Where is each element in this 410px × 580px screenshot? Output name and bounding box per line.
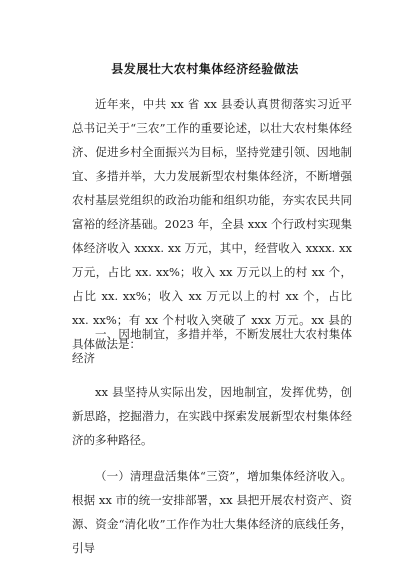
- section-heading: 一、因地制宜，多措并举，不断发展壮大农村集体经济: [72, 327, 352, 365]
- document-title: 县发展壮大农村集体经济经验做法: [111, 62, 299, 76]
- subsection-paragraph: （一）清理盘活集体“三资”，增加集体经济收入。根据 xx 市的统一安排部署，xx 县把开展农村资产、资源、资金“清化收”工作作为壮大集体经济的底线任务，引导: [72, 469, 352, 555]
- intro-paragraph: 近年来，中共 xx 省 xx 县委认真贯彻落实习近平总书记关于“三农”工作的重要论述，以壮大农村集体经济、促进乡村全面振兴为目标，坚持党建引领、因地制宜、多措并举，大力发展新型农村集体经济，不断增强农村基层党组织的政治功能和组织功能，夯实农民共同富裕的经济基础。2023 年，全县 xxx 个行政村实现集体经济收入 xxxx. xx 万元，其中，经营收入 xxxx. xx 万元，占比 xx. xx%；收入 xx 万元以上的村 xx 个，占比 xx. xx%；收入 xx 万元以上的村 xx 个，占比 xx. xx%；有 xx 个村收入突破了 xxx 万元。xx 县的具体做法是：: [72, 97, 352, 351]
- section-body-paragraph: xx 县坚持从实际出发，因地制宜，发挥优势，创新思路，挖掘潜力，在实践中探索发展新型农村集体经济的多种路径。: [72, 385, 352, 447]
